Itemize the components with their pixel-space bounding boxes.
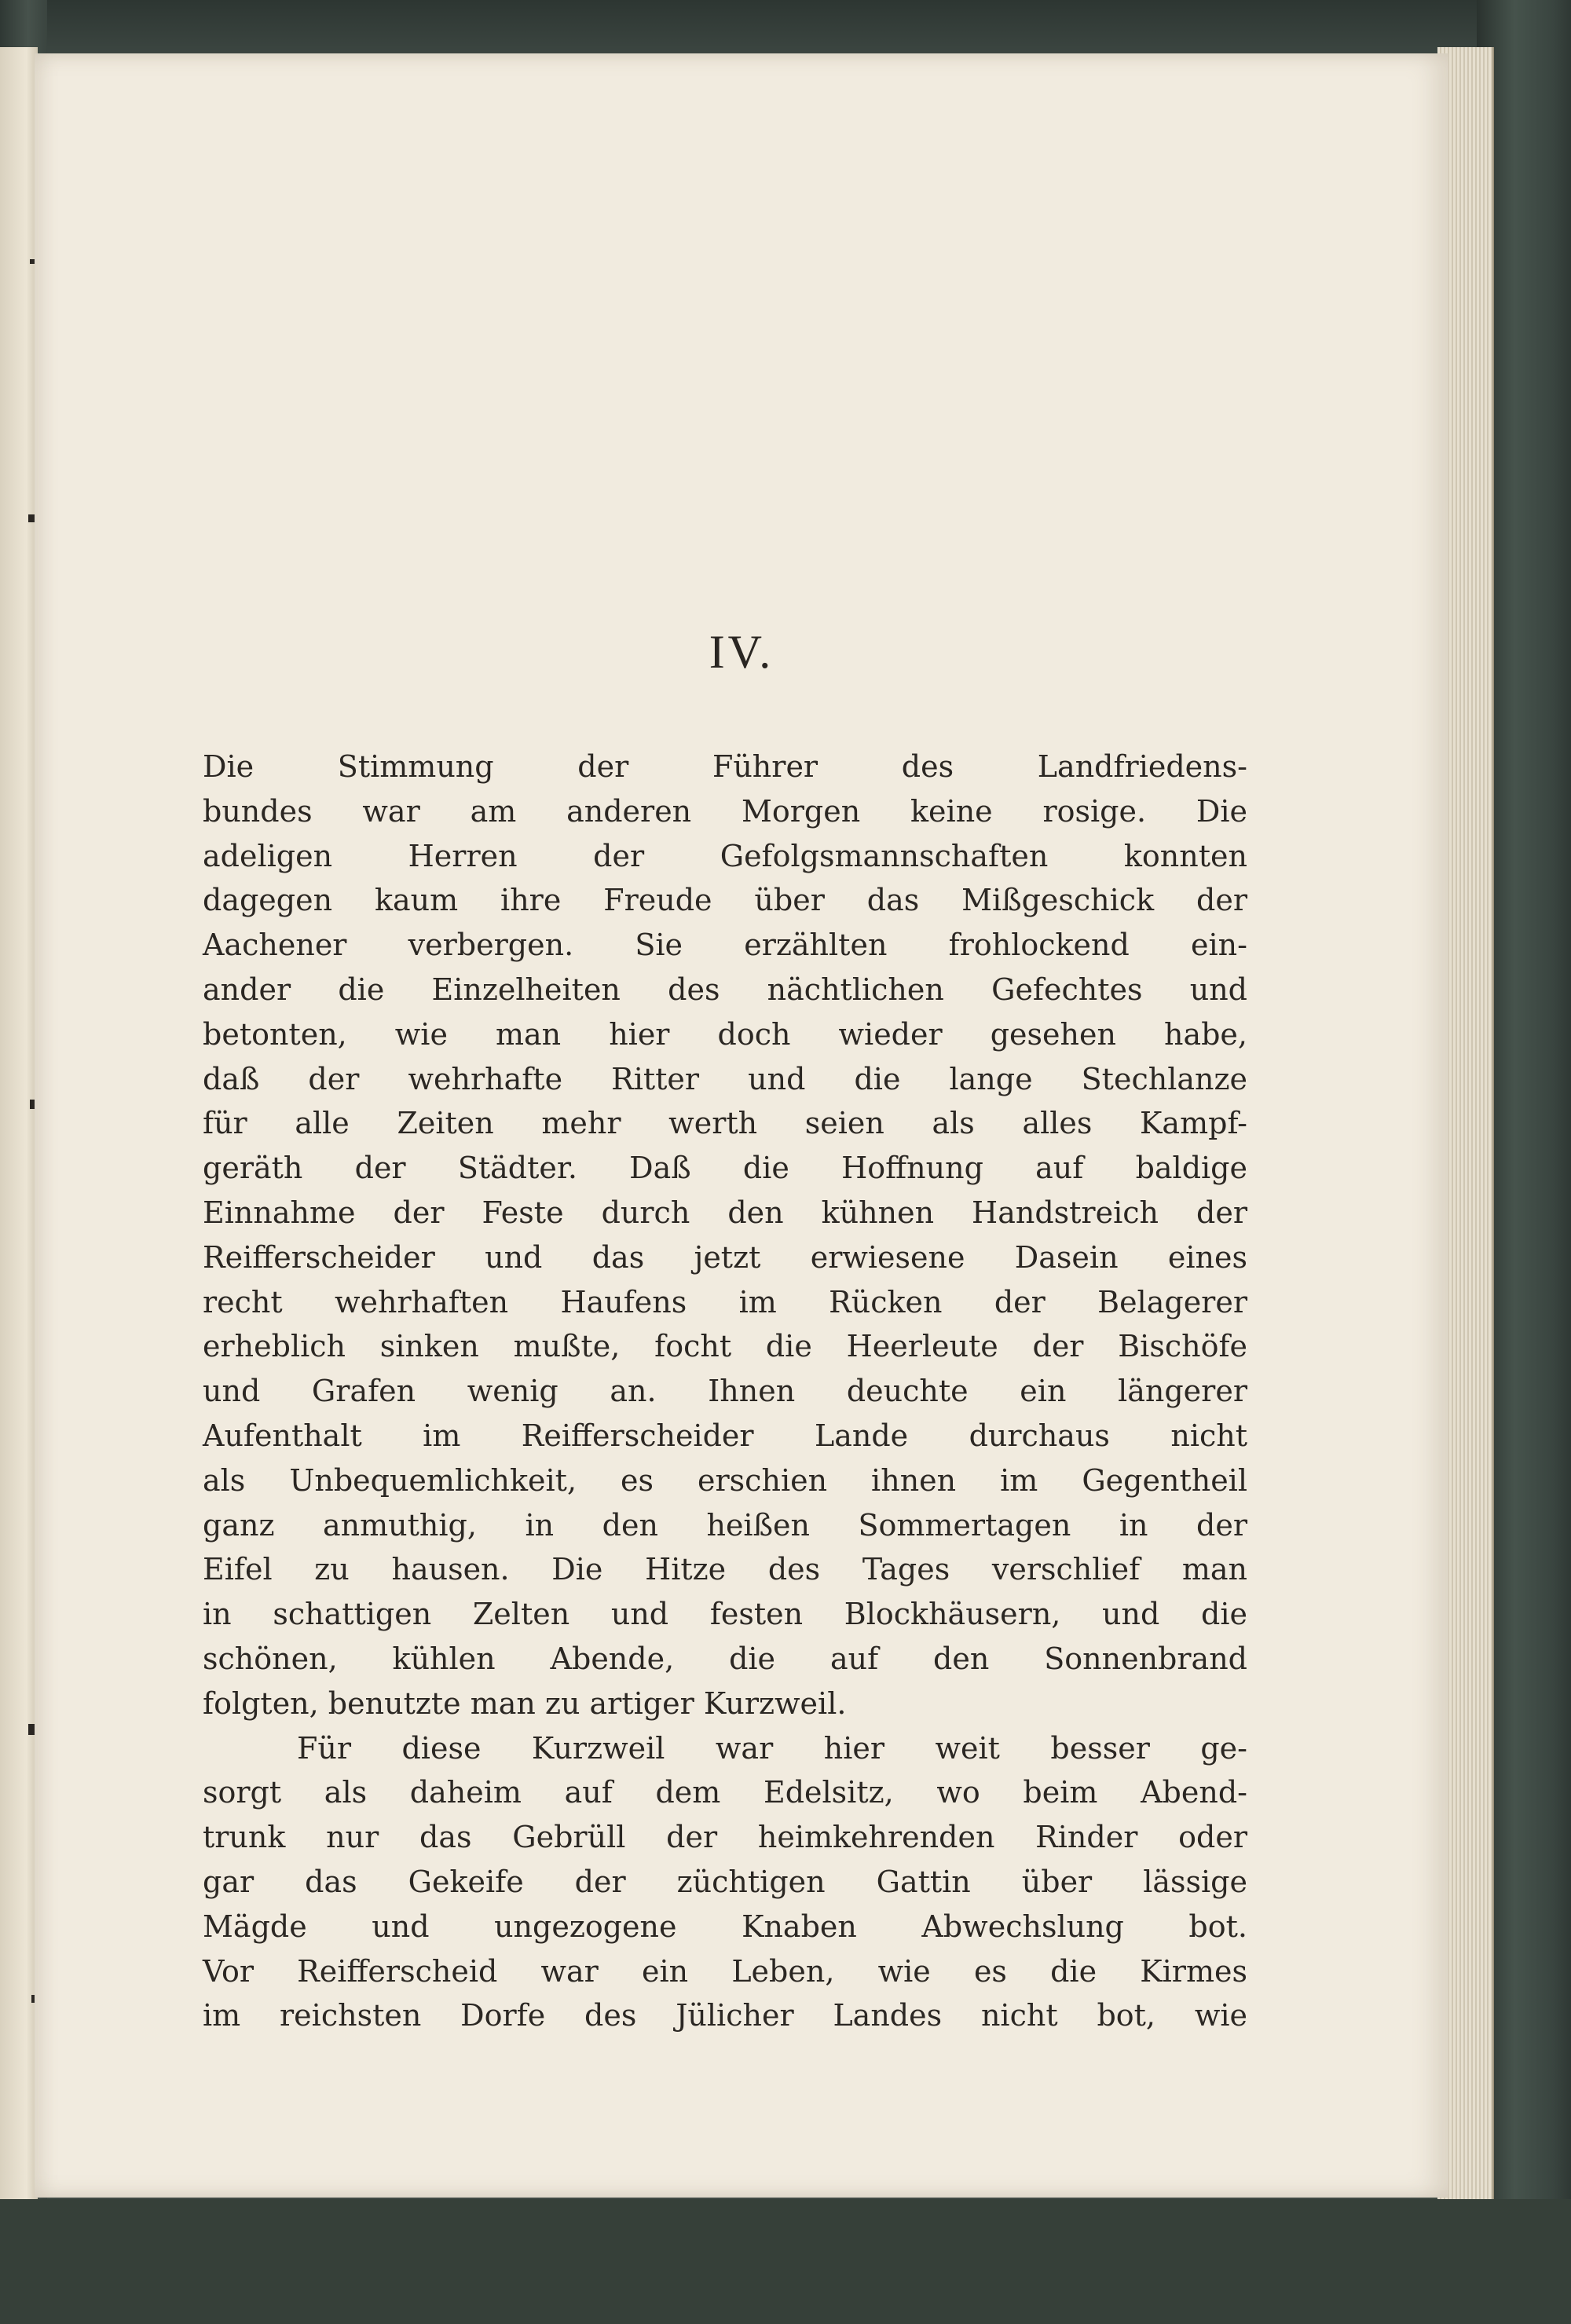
text-line: sorgt als daheim auf dem Edelsitz, wo beim Abend- (203, 1775, 1247, 1810)
previous-page-edge (0, 47, 38, 2199)
text-line: Reifferscheider und das jetzt erwiesene Dasein eines (203, 1239, 1247, 1275)
text-line: Aachener verbergen. Sie erzählten frohlockend ein- (203, 928, 1247, 963)
text-line: für alle Zeiten mehr werth seien als alles Kampf- (203, 1106, 1247, 1141)
text-line: Einnahme der Feste durch den kühnen Handstreich der (203, 1195, 1247, 1230)
text-line: im reichsten Dorfe des Jülicher Landes nicht bot, wie (203, 1998, 1247, 2033)
text-line: geräth der Städter. Daß die Hoffnung auf baldige (203, 1151, 1247, 1186)
text-line: bundes war am anderen Morgen keine rosige. Die (203, 793, 1247, 829)
text-line: als Unbequemlichkeit, es erschien ihnen im Gegentheil (203, 1462, 1247, 1498)
text-line: folgten, benutzte man zu artiger Kurzweil. (203, 1685, 847, 1721)
book-cover-bottom (0, 2199, 1571, 2324)
text-line: dagegen kaum ihre Freude über das Mißgeschick der (203, 883, 1247, 918)
text-line: ganz anmuthig, in den heißen Sommertagen in der (203, 1507, 1247, 1543)
text-line: Eifel zu hausen. Die Hitze des Tages verschlief man (203, 1552, 1247, 1587)
text-line: Vor Reifferscheid war ein Leben, wie es die Kirmes (203, 1953, 1247, 1989)
text-line: ander die Einzelheiten des nächtlichen Gefechtes und (203, 972, 1247, 1007)
book-page (35, 53, 1448, 2198)
text-line: gar das Gekeife der züchtigen Gattin über lässige (203, 1864, 1247, 1899)
text-line: recht wehrhaften Haufens im Rücken der Belagerer (203, 1284, 1247, 1319)
text-line: trunk nur das Gebrüll der heimkehrenden Rinder oder (203, 1820, 1247, 1855)
body-text (203, 745, 1247, 2038)
text-line: und Grafen wenig an. Ihnen deuchte ein längerer (203, 1374, 1247, 1409)
text-line: daß der wehrhafte Ritter und die lange Stechlanze (203, 1061, 1247, 1096)
text-line: Aufenthalt im Reifferscheider Lande durchaus nicht (203, 1418, 1247, 1453)
text-line: Die Stimmung der Führer des Landfriedens- (203, 749, 1247, 784)
chapter-heading: IV. (709, 626, 775, 678)
text-line: betonten, wie man hier doch wieder gesehen habe, (203, 1016, 1247, 1052)
text-line: adeligen Herren der Gefolgsmannschaften konnten (203, 838, 1247, 873)
text-line: schönen, kühlen Abende, die auf den Sonnenbrand (203, 1641, 1247, 1676)
text-line: in schattigen Zelten und festen Blockhäusern, und die (203, 1597, 1247, 1632)
text-line: Mägde und ungezogene Knaben Abwechslung bot. (203, 1909, 1247, 1944)
text-line: erheblich sinken mußte, focht die Heerleute der Bischöfe (203, 1329, 1247, 1364)
text-line: Für diese Kurzweil war hier weit besser ge- (297, 1730, 1247, 1766)
